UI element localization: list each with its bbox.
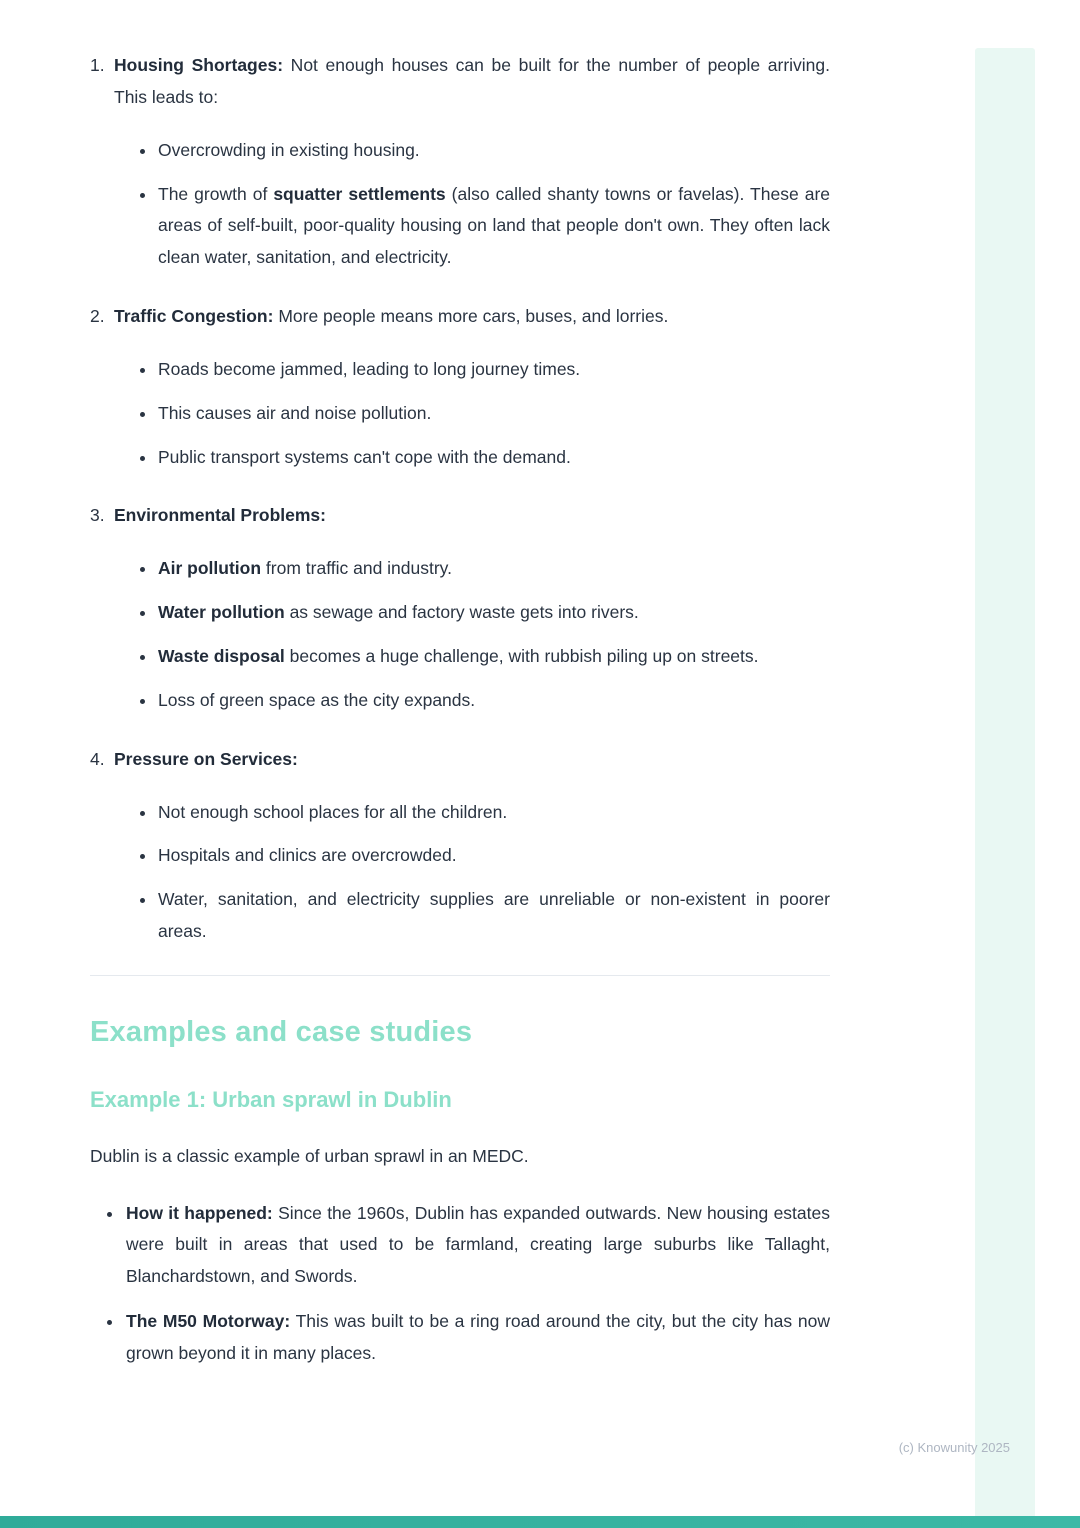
numbered-item-traffic-congestion: [90, 301, 830, 473]
item-title-text: [114, 50, 830, 114]
numbered-item-pressure-on-services: [90, 744, 830, 948]
item-number: 2.: [90, 306, 105, 327]
item-heading: [90, 500, 830, 532]
item-title-rest: More people means more cars, buses, and lorries.: [273, 306, 669, 327]
item-number: 4.: [90, 748, 105, 769]
bullet-list: [90, 135, 830, 274]
numbered-item-housing-shortages: [90, 50, 830, 274]
item-number: 3.: [90, 505, 105, 526]
bullet-item: • Water pollution as sewage and factory waste gets into rivers.: [157, 597, 830, 629]
bullet-list: [90, 797, 830, 948]
side-highlight-strip: [975, 48, 1035, 1516]
bullet-item: • The growth of squatter settlements (also called shanty towns or favelas). These are areas of self-built, poor-quality housing on land that people don't own. They often lack clean water, sanitation, and electricity.: [157, 179, 830, 275]
examples-section-heading: Examples and case studies: [90, 1015, 473, 1048]
bullet-item: • This causes air and noise pollution.: [157, 398, 830, 430]
bullet-item: • Water, sanitation, and electricity supplies are unreliable or non-existent in poorer areas.: [157, 884, 830, 948]
bullet-item: • The M50 Motorway: This was built to be a ring road around the city, but the city has now grown beyond it in many places.: [124, 1306, 830, 1370]
item-title-bold: Environmental Problems:: [114, 505, 326, 526]
bullet-item: • Loss of green space as the city expands.: [157, 685, 830, 717]
item-title-text: [114, 301, 830, 333]
bullet-item: • Hospitals and clinics are overcrowded.: [157, 840, 830, 872]
item-title-text: [114, 744, 830, 776]
item-heading: [90, 50, 830, 114]
bullet-item: • Waste disposal becomes a huge challenge, with rubbish piling up on streets.: [157, 641, 830, 673]
notes-content: [90, 50, 830, 1370]
bullet-item: • Not enough school places for all the children.: [157, 797, 830, 829]
bullet-item: • Roads become jammed, leading to long journey times.: [157, 354, 830, 386]
bottom-accent-bar: [0, 1516, 1080, 1528]
example-1-subheading: Example 1: Urban sprawl in Dublin: [90, 1087, 452, 1113]
item-title-rest: Not enough houses can be built for the number of people arriving. This leads to:: [114, 55, 830, 107]
item-title-bold: Traffic Congestion:: [114, 306, 274, 327]
numbered-item-environmental-problems: [90, 500, 830, 716]
item-heading: [90, 301, 830, 333]
bullet-list: [90, 354, 830, 474]
item-number: 1.: [90, 55, 105, 75]
example-1-intro: Dublin is a classic example of urban sprawl in an MEDC.: [90, 1145, 529, 1166]
item-heading: [90, 744, 830, 776]
bullet-item: • Overcrowding in existing housing.: [157, 135, 830, 167]
copyright-note: (c) Knowunity 2025: [898, 1440, 1010, 1455]
item-title-bold: Housing Shortages:: [114, 55, 284, 75]
item-title-bold: Pressure on Services:: [114, 748, 298, 769]
item-title-text: [114, 500, 830, 532]
example-1-bullet-list: [90, 1198, 830, 1370]
problems-numbered-list: [90, 50, 830, 948]
bullet-item: • Air pollution from traffic and industry.: [157, 553, 830, 585]
bullet-item: • How it happened: Since the 1960s, Dublin has expanded outwards. New housing estates were built in areas that used to be farmland, creating large suburbs like Tallaght, Blanchardstown, and Swords.: [124, 1198, 830, 1294]
bullet-item: • Public transport systems can't cope with the demand.: [157, 442, 830, 474]
section-divider: [90, 975, 830, 976]
bullet-list: [90, 553, 830, 716]
